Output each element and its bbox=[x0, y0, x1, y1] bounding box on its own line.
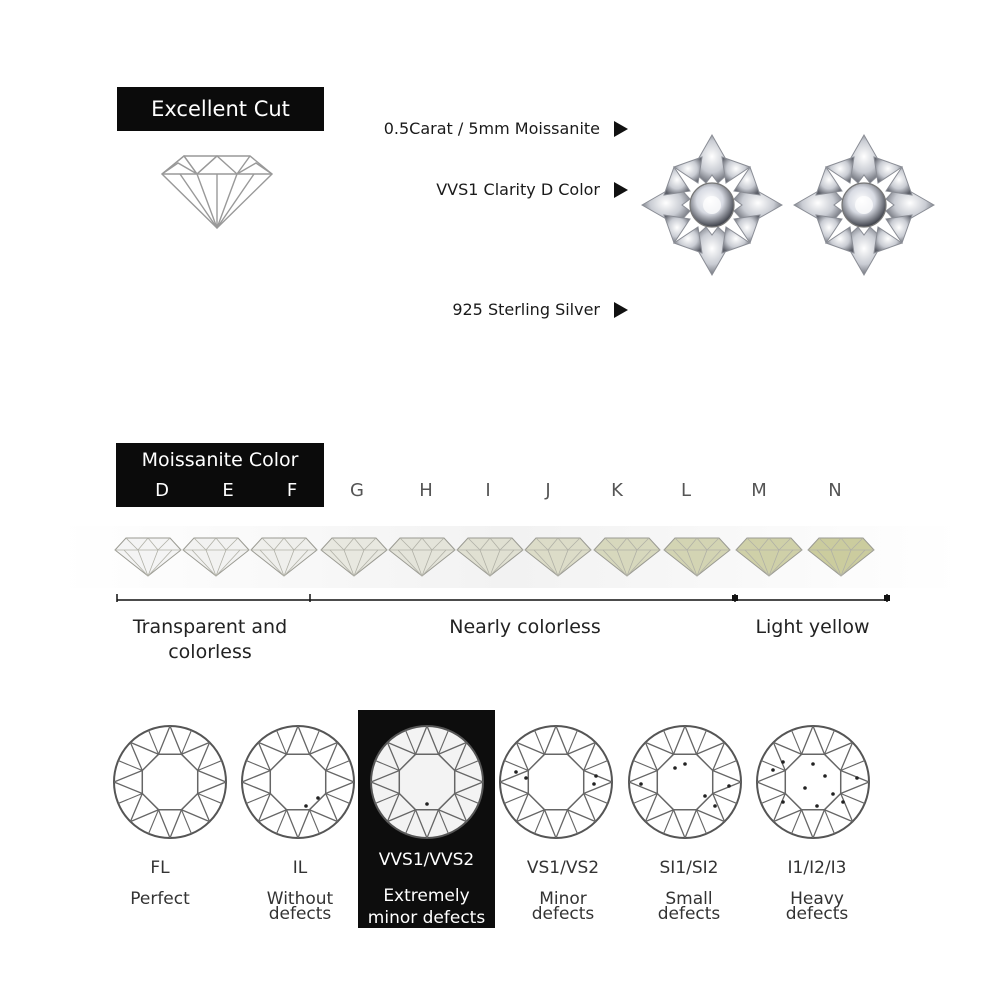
grade-letter: E bbox=[222, 480, 234, 501]
clarity-diamond-diagram bbox=[371, 726, 483, 838]
clarity-diamond-diagram bbox=[629, 726, 741, 838]
inclusion-dot bbox=[771, 768, 775, 772]
spec-carat: 0.5Carat / 5mm Moissanite bbox=[383, 119, 600, 138]
range-colorless-line2: colorless bbox=[168, 641, 252, 663]
arrow-right-icon bbox=[614, 182, 628, 198]
earrings-product-image bbox=[640, 132, 940, 282]
clarity-desc-line: defects bbox=[785, 904, 849, 924]
grade-letter: N bbox=[828, 480, 842, 501]
clarity-desc bbox=[110, 889, 210, 909]
inclusion-dot bbox=[781, 800, 785, 804]
grade-letter: G bbox=[350, 480, 364, 501]
excellent-cut-badge: Excellent Cut bbox=[117, 87, 324, 131]
inclusion-dot bbox=[592, 782, 596, 786]
inclusion-dot bbox=[594, 774, 598, 778]
clarity-desc-line: Perfect bbox=[130, 889, 190, 909]
inclusion-dot bbox=[316, 796, 320, 800]
range-nearly-colorless: Nearly colorless bbox=[449, 616, 601, 638]
clarity-diamond-diagram bbox=[500, 726, 612, 838]
clarity-desc-line: Heavy bbox=[790, 889, 844, 909]
clarity-desc-line: Small bbox=[665, 889, 713, 909]
clarity-grade: IL bbox=[292, 858, 308, 878]
inclusion-dot bbox=[713, 804, 717, 808]
inclusion-dot bbox=[514, 770, 518, 774]
grade-letter: L bbox=[680, 480, 692, 501]
clarity-grade: I1/I2/I3 bbox=[787, 858, 847, 878]
clarity-desc-line: Without bbox=[266, 889, 334, 909]
clarity-grade: FL bbox=[150, 858, 170, 878]
grade-letter: J bbox=[545, 480, 551, 501]
clarity-desc-line: minor defects bbox=[367, 908, 486, 928]
color-gem-row bbox=[60, 518, 960, 596]
grade-letter: D bbox=[155, 480, 169, 501]
clarity-diagrams bbox=[100, 722, 890, 850]
clarity-desc-line: Minor bbox=[539, 889, 587, 909]
inclusion-dot bbox=[304, 804, 308, 808]
clarity-grade: VS1/VS2 bbox=[526, 858, 600, 878]
clarity-desc-line: defects bbox=[531, 904, 595, 924]
range-colorless-line1: Transparent and bbox=[132, 616, 288, 638]
range-light-yellow: Light yellow bbox=[755, 616, 870, 638]
inclusion-dot bbox=[841, 800, 845, 804]
clarity-desc bbox=[757, 889, 877, 924]
inclusion-dot bbox=[683, 762, 687, 766]
inclusion-dot bbox=[831, 792, 835, 796]
inclusion-dot bbox=[639, 782, 643, 786]
inclusion-dot bbox=[811, 762, 815, 766]
grade-letter: F bbox=[286, 480, 298, 501]
inclusion-dot bbox=[524, 776, 528, 780]
spec-clarity-color: VVS1 Clarity D Color bbox=[436, 180, 600, 199]
grade-letter: H bbox=[419, 480, 433, 501]
color-range-brackets bbox=[110, 590, 900, 606]
inclusion-dot bbox=[727, 784, 731, 788]
inclusion-dot bbox=[425, 802, 429, 806]
inclusion-dot bbox=[781, 760, 785, 764]
clarity-diamond-diagram bbox=[757, 726, 869, 838]
inclusion-dot bbox=[803, 786, 807, 790]
clarity-desc-line: defects bbox=[268, 904, 332, 924]
inclusion-dot bbox=[815, 804, 819, 808]
clarity-diamond-diagram bbox=[242, 726, 354, 838]
clarity-grade: SI1/SI2 bbox=[659, 858, 719, 878]
inclusion-dot bbox=[703, 794, 707, 798]
clarity-desc-line: defects bbox=[657, 904, 721, 924]
spec-metal: 925 Sterling Silver bbox=[452, 300, 600, 319]
clarity-grade: VVS1/VVS2 bbox=[378, 850, 475, 870]
diamond-cut-diagram bbox=[160, 150, 274, 230]
grade-letter: I bbox=[485, 480, 491, 501]
clarity-desc bbox=[358, 885, 495, 929]
range-colorless bbox=[110, 615, 310, 665]
inclusion-dot bbox=[673, 766, 677, 770]
grade-letter: M bbox=[751, 480, 767, 501]
clarity-desc bbox=[240, 889, 360, 924]
clarity-diamond-diagram bbox=[114, 726, 226, 838]
arrow-right-icon bbox=[614, 302, 628, 318]
color-section-title: Moissanite Color bbox=[141, 449, 299, 471]
clarity-desc bbox=[503, 889, 623, 924]
grade-letter: K bbox=[611, 480, 623, 501]
clarity-desc-line: Extremely bbox=[383, 886, 470, 906]
arrow-right-icon bbox=[614, 121, 628, 137]
inclusion-dot bbox=[823, 774, 827, 778]
clarity-desc bbox=[629, 889, 749, 924]
inclusion-dot bbox=[855, 776, 859, 780]
